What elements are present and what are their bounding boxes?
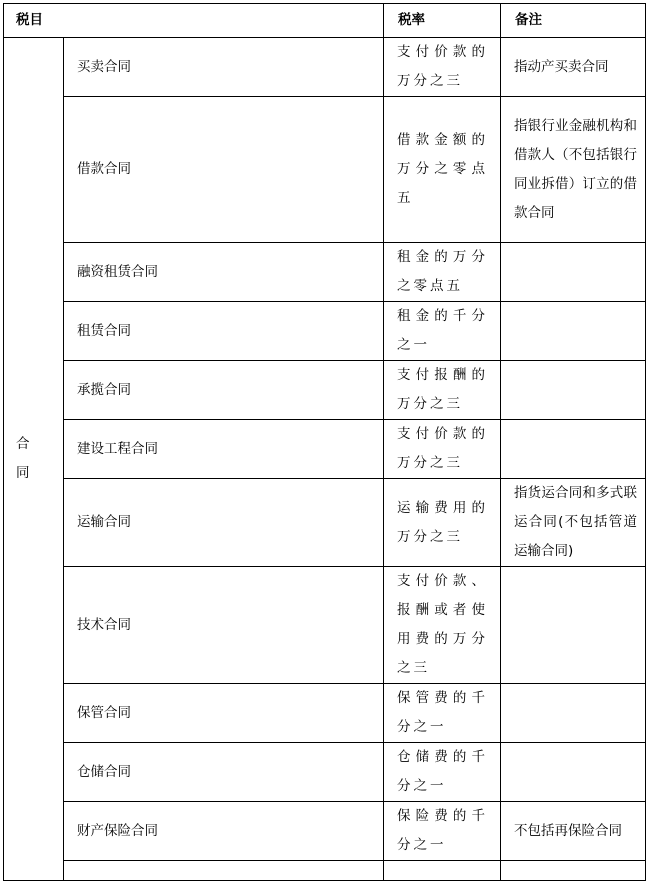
row-note: 指货运合同和多式联运合同(不包括管道运输合同) [501, 479, 646, 567]
table-row [4, 567, 646, 684]
row-rate: 保管费的千分之一 [384, 684, 501, 743]
row-note [501, 743, 646, 802]
table-row [4, 420, 646, 479]
header-item: 税目 [4, 4, 384, 38]
row-rate: 保险费的千分之一 [384, 802, 501, 861]
table-row [4, 97, 646, 243]
row-note: 不包括再保险合同 [501, 802, 646, 861]
row-note: 指银行业金融机构和借款人（不包括银行同业拆借）订立的借款合同 [501, 97, 646, 243]
table-row [4, 302, 646, 361]
row-name-empty [64, 861, 384, 881]
header-rate: 税率 [384, 4, 501, 38]
row-rate: 运输费用的万分之三 [384, 479, 501, 567]
row-rate: 支付价款的万分之三 [384, 420, 501, 479]
row-name: 仓储合同 [64, 743, 384, 802]
category-cell [4, 38, 64, 881]
tax-table [3, 3, 646, 881]
row-note [501, 684, 646, 743]
table-row-partial [4, 861, 646, 881]
table-row [4, 743, 646, 802]
row-rate: 支付价款、报酬或者使用费的万分之三 [384, 567, 501, 684]
row-name: 租赁合同 [64, 302, 384, 361]
row-name: 运输合同 [64, 479, 384, 567]
row-name: 保管合同 [64, 684, 384, 743]
table-row [4, 361, 646, 420]
table-header-row [4, 4, 646, 38]
row-note [501, 243, 646, 302]
row-note: 指动产买卖合同 [501, 38, 646, 97]
table-row [4, 38, 646, 97]
row-note [501, 567, 646, 684]
table-row [4, 684, 646, 743]
row-name: 借款合同 [64, 97, 384, 243]
row-name: 买卖合同 [64, 38, 384, 97]
row-rate: 租金的万分之零点五 [384, 243, 501, 302]
category-line-2: 同 [16, 465, 30, 481]
row-rate-empty [384, 861, 501, 881]
row-rate: 租金的千分之一 [384, 302, 501, 361]
row-note [501, 302, 646, 361]
row-name: 建设工程合同 [64, 420, 384, 479]
row-rate: 支付价款的万分之三 [384, 38, 501, 97]
table-row [4, 479, 646, 567]
row-name: 融资租赁合同 [64, 243, 384, 302]
row-rate: 仓储费的千分之一 [384, 743, 501, 802]
category-line-1: 合 [16, 436, 30, 452]
table-row [4, 802, 646, 861]
row-rate: 借款金额的万分之零点五 [384, 97, 501, 243]
row-name: 技术合同 [64, 567, 384, 684]
row-note-empty [501, 861, 646, 881]
row-name: 承揽合同 [64, 361, 384, 420]
row-name: 财产保险合同 [64, 802, 384, 861]
row-note [501, 420, 646, 479]
row-note [501, 361, 646, 420]
table-row [4, 243, 646, 302]
row-rate: 支付报酬的万分之三 [384, 361, 501, 420]
header-note: 备注 [501, 4, 646, 38]
